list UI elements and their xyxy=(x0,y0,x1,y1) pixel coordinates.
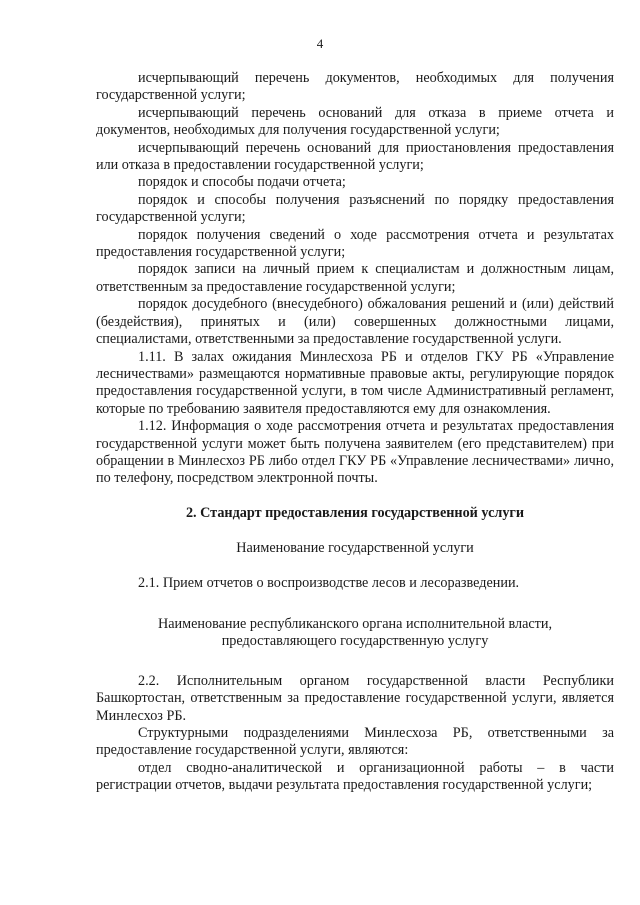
document-body xyxy=(96,70,614,795)
paragraph: порядок получения сведений о ходе рассмотрения отчета и результатах предоставления государственной услуги; xyxy=(96,226,614,261)
subheading-authority xyxy=(96,616,614,651)
paragraph: отдел сводно-аналитической и организационной работы – в части регистрации отчетов, выдачи результата предоставления государственной услуги; xyxy=(96,759,614,794)
paragraph: порядок записи на личный прием к специалистам и должностным лицам, ответственным за предоставление государственной услуги; xyxy=(96,261,614,295)
paragraph: порядок досудебного (внесудебного) обжалования решений и (или) действий (бездействия), принятых и (или) совершенных должностными лицами, специалистами, ответственными за предоставление государственной услуги. xyxy=(96,296,614,348)
section-heading: 2. Стандарт предоставления государственной услуги xyxy=(185,504,525,521)
paragraph-1-12: 1.12. Информация о ходе рассмотрения отчета и результатах предоставления государственной услуги может быть получена заявителем (его представителем) при обращении в Минлесхоз РБ либо отдел ГКУ РБ «Управление лесничествами» лично, по телефону, посредством электронной почты. xyxy=(96,418,614,487)
subheading-service-name: Наименование государственной услуги xyxy=(236,540,474,557)
paragraph: исчерпывающий перечень оснований для отказа в приеме отчета и документов, необходимых для получения государственной услуги; xyxy=(96,104,614,139)
subheading-authority-line: предоставляющего государственную услугу xyxy=(221,633,489,650)
paragraph-1-11: 1.11. В залах ожидания Минлесхоза РБ и отделов ГКУ РБ «Управление лесничествами» размещаются нормативные правовые акты, регулирующие порядок предоставления государственной услуги, в том числе Административный регламент, которые по требованию заявителя предоставляются ему для ознакомления. xyxy=(96,348,614,417)
paragraph: Структурными подразделениями Минлесхоза РБ, ответственными за предоставление государственной услуги, являются: xyxy=(96,725,614,759)
paragraph-2-2: 2.2. Исполнительным органом государственной власти Республики Башкортостан, ответственным за предоставление государственной услуги, является Минлесхоз РБ. xyxy=(96,672,614,724)
page-number: 4 xyxy=(316,36,324,51)
paragraph: порядок и способы получения разъяснений по порядку предоставления государственной услуги; xyxy=(96,191,614,226)
subheading-authority-line: Наименование республиканского органа исполнительной власти, xyxy=(157,615,553,632)
paragraph: исчерпывающий перечень оснований для приостановления предоставления или отказа в предоставлении государственной услуги; xyxy=(96,139,614,174)
paragraph: исчерпывающий перечень документов, необходимых для получения государственной услуги; xyxy=(96,70,614,104)
paragraph: порядок и способы подачи отчета; xyxy=(138,174,346,191)
item-2-1: 2.1. Прием отчетов о воспроизводстве лесов и лесоразведении. xyxy=(138,574,520,591)
